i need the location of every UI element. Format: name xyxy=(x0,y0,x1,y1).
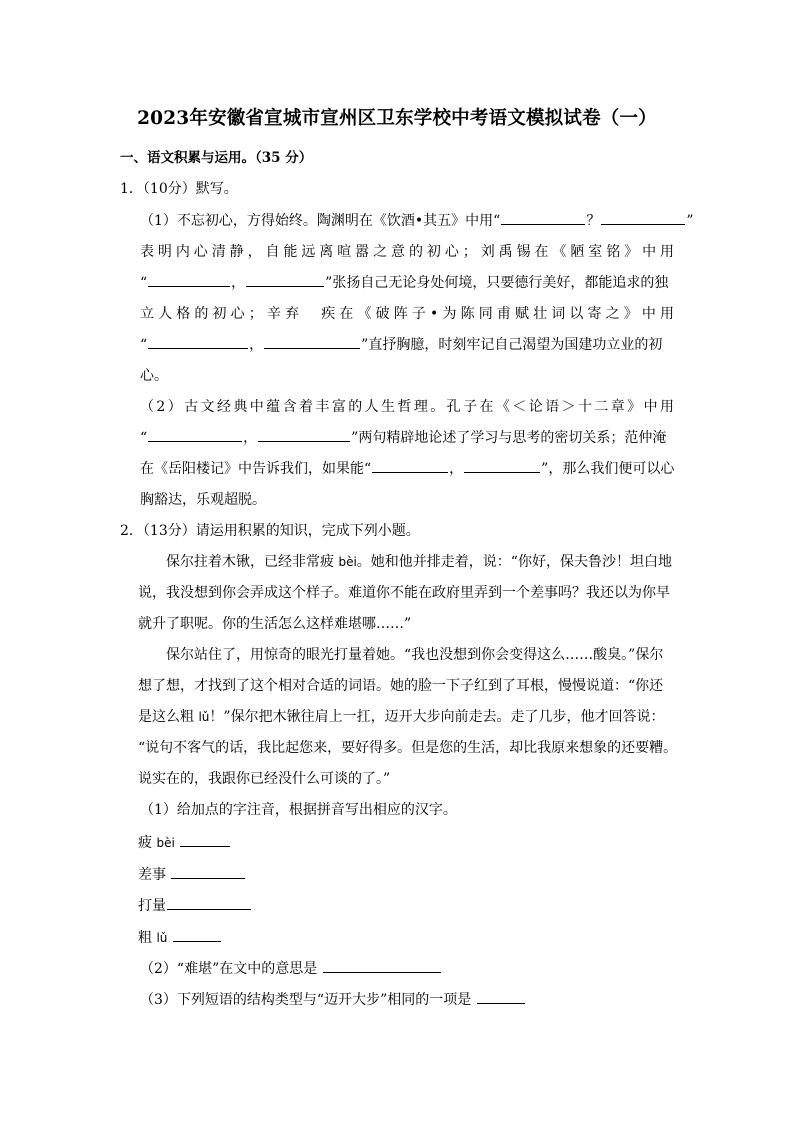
text: ”直抒胸臆，时刻牢记自己渴望为国建功立业的初 xyxy=(361,337,663,353)
text: ” xyxy=(686,213,694,229)
answer-blank[interactable] xyxy=(173,927,221,942)
word-item xyxy=(138,832,231,852)
passage-line: “说句不客气的话，我比起您来，要好得多。但是您的生活，却比我原来想象的还要糟。 xyxy=(138,740,678,756)
sub-question-2 xyxy=(140,958,442,978)
q1-line-9 xyxy=(140,458,674,478)
passage-line: 说实在的，我跟你已经没什么可谈的了。” xyxy=(138,771,391,787)
answer-blank[interactable] xyxy=(601,210,685,225)
q1-line-4: 立人格的初心；辛弃 疾在《破阵子•为陈同甫赋壮词以寄之》中用 xyxy=(140,306,674,322)
section-heading: 一、语文积累与运用。（35 分） xyxy=(120,150,313,166)
q1-line-3 xyxy=(140,272,674,292)
text: 差事 xyxy=(138,867,166,883)
sub-question-1: （1）给加点的字注音，根据拼音写出相应的汉字。 xyxy=(140,802,457,818)
word-item xyxy=(138,864,246,884)
page-title: 2023年安徽省宣城市宣州区卫东学校中考语文模拟试卷（一） xyxy=(137,108,657,129)
question-2-heading: 2．（13分）请运用积累的知识，完成下列小题。 xyxy=(120,523,420,539)
q1-line-6: 心。 xyxy=(140,368,168,384)
answer-blank[interactable] xyxy=(501,210,585,225)
text: ”两句精辟地论述了学习与思考的密切关系；范仲淹 xyxy=(351,430,667,446)
answer-blank[interactable] xyxy=(258,427,350,442)
answer-blank[interactable] xyxy=(264,334,360,349)
answer-blank[interactable] xyxy=(477,989,525,1004)
answer-blank[interactable] xyxy=(180,832,230,847)
text: ， xyxy=(243,430,258,446)
answer-blank[interactable] xyxy=(148,427,242,442)
q1-line-2: 表明内心清静，自能远离喧嚣之意的初心；刘禹锡在《陋室铭》中用 xyxy=(140,244,674,260)
text: ”张扬自己无论身处何境，只要德行美好，都能追求的独 xyxy=(325,275,669,291)
passage-line: 保尔站住了，用惊奇的眼光打量着她。“我也没想到你会变得这么……酸臭。”保尔 xyxy=(166,647,664,663)
sub-question-3 xyxy=(140,989,526,1009)
text: （2）“难堪”在文中的意思是 xyxy=(140,961,318,977)
pinyin: lǔ xyxy=(198,710,210,724)
text: 打量 xyxy=(138,898,166,914)
text: 粗 xyxy=(138,930,157,946)
text: 在《岳阳楼记》中告诉我们，如果能“ xyxy=(140,461,372,477)
q1-line-5 xyxy=(140,334,674,354)
text: ， xyxy=(231,275,246,291)
q1-line-1 xyxy=(140,210,694,230)
text: “ xyxy=(140,337,148,353)
passage-line xyxy=(138,551,674,571)
text: （3）下列短语的结构类型与“迈开大步”相同的一项是 xyxy=(140,992,472,1008)
answer-blank[interactable] xyxy=(167,895,251,910)
q1-line-10: 胸豁达，乐观超脱。 xyxy=(140,492,266,508)
answer-blank[interactable] xyxy=(323,958,441,973)
text: ， xyxy=(249,337,264,353)
q1-line-7: （2）古文经典中蕴含着丰富的人生哲理。孔子在《＜论语＞十二章》中用 xyxy=(140,399,674,415)
answer-blank[interactable] xyxy=(148,334,248,349)
text: “ xyxy=(140,275,148,291)
pinyin: bèi xyxy=(338,555,357,569)
answer-blank[interactable] xyxy=(171,864,245,879)
q1-line-8 xyxy=(140,427,674,447)
answer-blank[interactable] xyxy=(372,458,448,473)
text: 是这么粗 xyxy=(138,709,199,725)
word-item xyxy=(138,895,252,915)
passage-line: 说，我没想到你会弄成这个样子。难道你不能在政府里弄到一个差事吗？我还以为你早 xyxy=(138,585,670,601)
text: 疲 xyxy=(138,835,157,851)
answer-blank[interactable] xyxy=(148,272,230,287)
passage-line: 就升了职呢。你的生活怎么这样难堪哪……” xyxy=(138,616,412,632)
text: “ xyxy=(140,430,148,446)
word-item xyxy=(138,927,222,947)
answer-blank[interactable] xyxy=(464,458,540,473)
answer-blank[interactable] xyxy=(246,272,324,287)
passage-line xyxy=(138,706,674,726)
text: ， xyxy=(449,461,464,477)
text: ？ xyxy=(586,213,601,229)
text: ！”保尔把木锹往肩上一扛，迈开大步向前走去。走了几步，他才回答说： xyxy=(209,709,665,725)
question-1-heading: 1．（10分）默写。 xyxy=(120,181,238,197)
text: （1）不忘初心，方得始终。陶渊明在《饮酒•其五》中用“ xyxy=(140,213,501,229)
text: 。她和他并排走着，说：“你好，保夫鲁沙！坦白地 xyxy=(356,554,672,570)
passage-line: 想了想，才找到了这个相对合适的词语。她的脸一下子红到了耳根，慢慢说道：“你还 xyxy=(138,678,664,694)
text: ”，那么我们便可以心 xyxy=(541,461,675,477)
text: 保尔拄着木锹，已经非常疲 xyxy=(166,554,339,570)
pinyin: bèi xyxy=(156,836,175,850)
pinyin: lǔ xyxy=(156,931,168,945)
